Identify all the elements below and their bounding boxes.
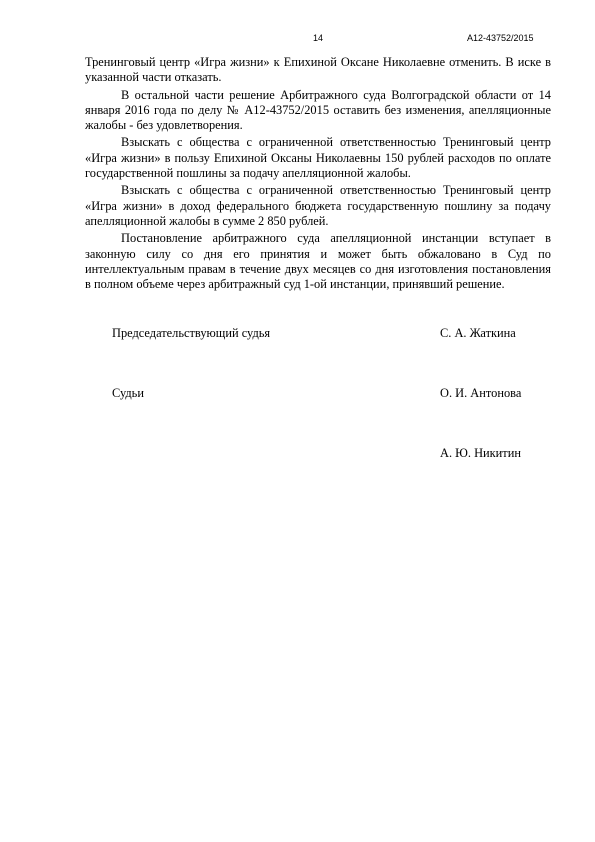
presiding-judge-label: Председательствующий судья — [112, 326, 271, 340]
judge-antonova-name: О. И. Антонова — [440, 386, 522, 400]
case-reference: А12-43752/2015 — [467, 33, 534, 43]
judges-label: Судьи — [112, 386, 144, 400]
document-body — [85, 55, 551, 294]
paragraph-continuation: Тренинговый центр «Игра жизни» к Епихиной Оксане Николаевне отменить. В иске в указанной части отказать. — [85, 55, 551, 85]
paragraph-appeal-notice: Постановление арбитражного суда апелляционной инстанции вступает в законную силу со дня его принятия и может быть обжаловано в Суд по интеллектуальным правам в течение двух месяцев со дня изготовления постановления в полном объеме через арбитражный суд 1-ой инстанции, принявший решение. — [85, 231, 551, 292]
paragraph-recovery-to-epikhina: Взыскать с общества с ограниченной ответственностью Тренинговый центр «Игра жизни» в пользу Епихиной Оксаны Николаевны 150 рублей расходов по оплате государственной пошлины за подачу апелляционной жалобы. — [85, 135, 551, 181]
judge-nikitin-name: А. Ю. Никитин — [440, 446, 521, 460]
page-number: 14 — [313, 33, 324, 43]
presiding-judge-name: С. А. Жаткина — [440, 326, 516, 340]
paragraph-recovery-to-budget: Взыскать с общества с ограниченной ответственностью Тренинговый центр «Игра жизни» в доход федерального бюджета государственную пошлину за подачу апелляционной жалобы в сумме 2 850 рублей. — [85, 183, 551, 228]
paragraph-remaining-decision: В остальной части решение Арбитражного суда Волгоградской области от 14 января 2016 года по делу № А12-43752/2015 оставить без изменения, апелляционные жалобы - без удовлетворения. — [85, 87, 551, 133]
